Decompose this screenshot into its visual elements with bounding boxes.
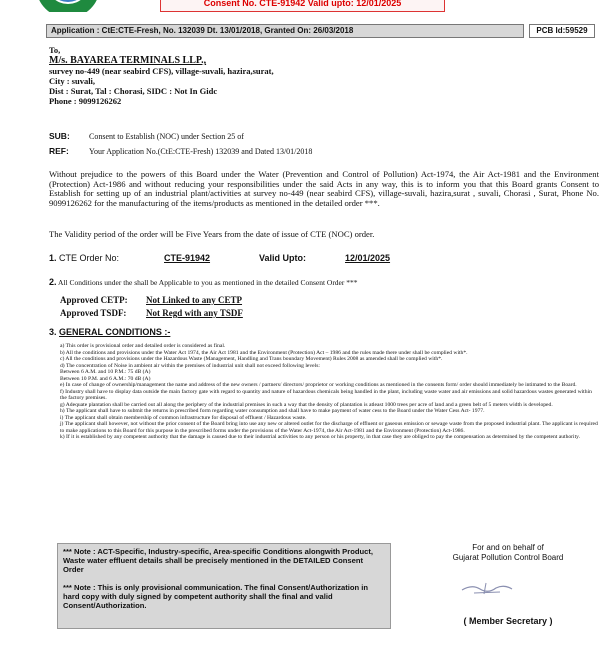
consent-number-banner: Consent No. CTE-91942 Valid upto: 12/01/2025 (160, 0, 445, 12)
condition-item: c) All the conditions and provisions under the Hazardous Waste (Management, Handling and Trans boundary Movement) Rules 2008 as amended shall be complied with*. (60, 356, 443, 362)
on-behalf-line: For and on behalf of (472, 543, 544, 552)
board-name: Gujarat Pollution Control Board (452, 552, 564, 562)
condition-item: j) The applicant shall however, not without the prior consent of the Board bring into use any new or altered outlet for the discharge of effluent or gaseous emission or sewage waste from the proposed industrial plant. The applicant is required to make applications to this Board for this purpose in the prescribed forms under the provisions of the Water Act-1974, the Air Act-1981 and the Environment (Protection) Act-1986. (60, 421, 598, 434)
cetp-value: Not Linked to any CETP (146, 295, 243, 305)
order-number-index: 1. (49, 253, 57, 263)
condition-item: k) If it is established by any competent authority that the damage is caused due to their industrial activities to any person or his property, in that case they are obliged to pay the compensation as determined by the competent authority. (60, 434, 580, 440)
body-paragraph: Without prejudice to the powers of this Board under the Water (Prevention and Control of Pollution) Act-1974, the Air Act-1981 and the Environment (Protection) Act-1986 and without reducing your responsibilities under the said Acts in any way, this is to inform you that this Board grants Consent to Establish for setting up of an industrial plant/activities at survey no-449 (near seabird CFS), village-suvali, hazira,surat , suvali, Chorasi , Surat, Phone No. 9099126262 for the manufacturing of the items/products as mentioned in the detailed order ***. (49, 169, 599, 208)
condition-item: Between 6 A.M. and 10 P.M.: 75 dB (A) (60, 369, 151, 375)
condition-item: h) The applicant shall have to submit the returns in prescribed form regarding water consumption and shall have to make payment of water cess to the Board under the Water Cess Act- 1977. (60, 408, 485, 414)
condition-item: Between 10 P.M. and 6 A.M.: 70 dB (A) (60, 375, 151, 382)
reference-key: REF: (49, 146, 69, 156)
reference-text: Your Application No.(CtE:CTE-Fresh) 132039 and Dated 13/01/2018 (89, 147, 313, 156)
addressee-block (49, 45, 274, 106)
tsdf-label: Approved TSDF: (60, 308, 127, 318)
signature-block (418, 543, 598, 562)
condition-item: e) In case of change of ownership/management the name and address of the new owners / partners/ directors/ proprietor or working conditions as mentioned in the consents form/ order should immediately be intimated to the Board. (60, 382, 577, 388)
note-provisional: *** Note : This is only provisional communication. The final Consent/Authorization in hard copy with duly signed by competent authority shall the final and valid Consent/Authorization. (63, 583, 369, 610)
note-detailed-order: *** Note : ACT-Specific, Industry-specific, Area-specific Conditions alongwith Product, Waste water effluent details shall be precisely mentioned in the DETAILED Consent Order (63, 547, 373, 574)
order-number: CTE-91942 (164, 253, 211, 263)
signature-scribble (460, 580, 520, 596)
subject-text: Consent to Establish (NOC) under Section 25 of (89, 132, 244, 141)
order-label: CTE Order No: (59, 253, 120, 263)
condition-item: a) This order is provisional order and detailed order is considered as final. (60, 343, 226, 349)
conditions-list (60, 343, 598, 441)
address-line: Dist : Surat, Tal : Chorasi, SIDC : Not In Gidc (49, 86, 218, 96)
notes-box (57, 543, 391, 629)
pcb-id-box: PCB Id:59529 (529, 24, 595, 38)
valid-upto-date: 12/01/2025 (345, 253, 391, 263)
cetp-row (60, 295, 243, 305)
subject-key: SUB: (49, 131, 70, 141)
section-2-number: 2. (49, 277, 57, 287)
subject-line (49, 131, 244, 141)
condition-item: f) Industry shall have to display data outside the main factory gate with regard to quantity and nature of hazardous chemicals being handled in the plant, including waste water and air emissions and solid hazardous wastes generated within the factory premises. (60, 388, 592, 401)
section-3-title: GENERAL CONDITIONS :- (59, 327, 171, 337)
address-line: survey no-449 (near seabird CFS), village-suvali, hazira,surat, (49, 66, 274, 76)
condition-item: g) Adequate plantation shall be carried out all along the periphery of the industrial premises in such a way that the density of plantation is atleast 1000 trees per acre of land and a green belt of 5 meters width is developed. (60, 401, 553, 408)
tsdf-row (60, 308, 243, 318)
gpcb-logo (36, 0, 100, 12)
application-bar: Application : CtE:CTE-Fresh, No. 132039 Dt. 13/01/2018, Granted On: 26/03/2018 (46, 24, 524, 38)
address-phone: Phone : 9099126262 (49, 96, 122, 106)
condition-item: i) The applicant shall obtain membership of common infrastructure for disposal of effluent / Hazardous waste. (60, 414, 307, 421)
address-to: To, (49, 45, 61, 55)
condition-item: d) The concentration of Noise in ambient air within the premises of industrial unit shall not exceed following levels: (60, 362, 320, 369)
member-secretary: ( Member Secretary ) (463, 616, 553, 626)
address-line: City : suvali, (49, 76, 96, 86)
cetp-label: Approved CETP: (60, 295, 128, 305)
firm-name: M/s. BAYAREA TERMINALS LLP., (49, 55, 207, 66)
section-2 (49, 277, 358, 287)
valid-upto-label: Valid Upto: (259, 253, 306, 263)
condition-item: b) All the conditions and provisions under the Water Act 1974, the Air Act 1981 and the Environment (Protection) Act – 1986 and the rules made there under shall be complied with*. (60, 349, 468, 356)
validity-paragraph: The Validity period of the order will be Five Years from the date of issue of CTE (NOC) order. (49, 229, 375, 239)
tsdf-value: Not Regd with any TSDF (146, 308, 243, 318)
section-3-number: 3. (49, 327, 57, 337)
section-2-text: All Conditions under the shall be Applicable to you as mentioned in the detailed Consent Order *** (57, 278, 358, 287)
general-conditions-heading (49, 327, 170, 337)
reference-line (49, 146, 312, 156)
